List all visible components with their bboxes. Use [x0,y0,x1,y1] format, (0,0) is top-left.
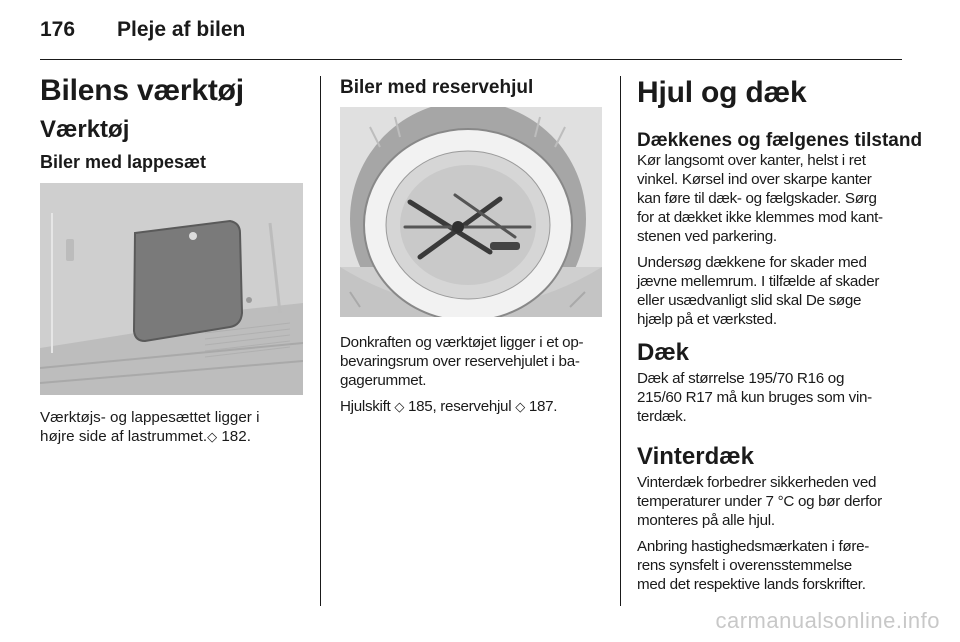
spare-wheel-xref[interactable]: 187. [528,398,558,415]
tyre-condition-heading: Dækkenes og fælgenes tilstand [637,130,923,151]
paragraph-winter-safety [637,473,909,530]
trunk-photo [40,183,303,395]
page-number: 176 [40,18,76,41]
wheel-change-xref[interactable]: 185, reservehjul [408,398,512,415]
xref-icon[interactable]: ◇ [394,399,405,414]
p1-line3: kan føre til dæk- og fælgskader. Sørg [637,190,877,207]
column-divider-1 [320,76,321,606]
paragraph-speed-label [637,537,909,594]
subheading-spare-wheel: Biler med reservehjul [340,77,534,98]
cross-reference-paragraph [340,397,610,416]
caption-xref-page[interactable]: 182. [221,428,251,445]
winter-tyres-text [637,473,909,601]
tyres-text [637,369,907,433]
page-header-title: Pleje af bilen [117,18,246,41]
paragraph-kerbs [637,151,907,246]
p4-line2: temperaturer under 7 °C og bør derfor [637,493,882,510]
repair-kit-caption [40,408,310,446]
para1-line2: bevaringsrum over reservehjulet i ba- [340,353,580,370]
p2-line1: Undersøg dækkene for skader med [637,254,867,271]
p1-line2: vinkel. Kørsel ind over skarpe kanter [637,171,872,188]
section-title: Bilens værktøj [40,74,244,107]
caption-line-2-text: højre side af lastrummet. [40,428,208,445]
p4-line1: Vinterdæk forbedrer sikkerheden ved [637,474,877,491]
column-divider-2 [620,76,621,606]
tyre-condition-text [637,151,907,336]
watermark: carmanualsonline.info [715,608,940,633]
p5-line1: Anbring hastighedsmærkaten i føre- [637,538,870,555]
p3-line3: terdæk. [637,408,687,425]
p3-line1: Dæk af størrelse 195/70 R16 og [637,370,845,387]
subheading-repair-kit: Biler med lappesæt [40,152,207,172]
p4-line3: monteres på alle hjul. [637,512,775,529]
tyres-heading: Dæk [637,339,690,366]
winter-tyres-heading: Vinterdæk [637,443,754,470]
p1-line1: Kør langsomt over kanter, helst i ret [637,152,866,169]
para1-line3: gagerummet. [340,372,427,389]
p2-line2: jævne mellemrum. I tilfælde af skader [637,273,880,290]
paragraph-inspect [637,253,907,329]
p2-line4: hjælp på et værksted. [637,311,777,328]
p5-line2: rens synsfelt i overensstemmelse [637,557,852,574]
p3-line2: 215/60 R17 må kun bruges som vin- [637,389,872,406]
xref-icon[interactable]: ◇ [207,429,218,444]
caption-line-1: Værktøjs- og lappesættet ligger i [40,409,260,426]
header-rule [40,59,902,60]
p2-line3: eller usædvanligt slid skal De søge [637,292,862,309]
p5-line3: med det respektive lands forskrifter. [637,576,866,593]
caption-line-2 [40,427,310,446]
p1-line4: for at dækket ikke klemmes mod kant- [637,209,883,226]
xref-icon[interactable]: ◇ [515,399,525,414]
section-subtitle: Værktøj [40,116,130,143]
paragraph-tyre-sizes [637,369,907,426]
jack-location-paragraph [340,333,610,390]
wheel-change-label: Hjulskift [340,398,391,415]
wheels-tyres-title: Hjul og dæk [637,76,807,109]
p1-line5: stenen ved parkering. [637,228,777,245]
spare-wheel-text [340,333,610,423]
para1-line1: Donkraften og værktøjet ligger i et op- [340,334,584,351]
spare-wheel-photo [340,107,602,317]
